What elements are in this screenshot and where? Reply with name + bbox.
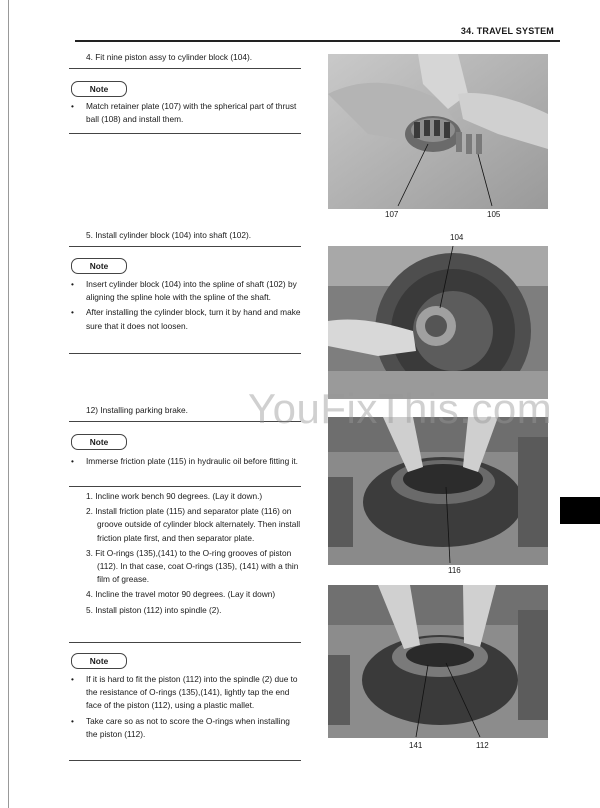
note-badge: Note bbox=[71, 258, 127, 274]
note-list bbox=[69, 278, 301, 335]
note-list bbox=[69, 455, 301, 470]
note-list bbox=[69, 100, 301, 128]
section-header-title: 34. TRAVEL SYSTEM bbox=[460, 26, 554, 36]
divider bbox=[69, 133, 301, 134]
callout-label: 105 bbox=[487, 210, 501, 219]
friction-plate-photo bbox=[328, 417, 548, 565]
header-rule bbox=[75, 40, 560, 42]
divider bbox=[69, 642, 301, 643]
step-5-text: 5. Install cylinder block (104) into shaft (102). bbox=[86, 230, 252, 240]
note-item: • Match retainer plate (107) with the spherical part of thrust ball (108) and install them. bbox=[69, 100, 301, 126]
divider bbox=[69, 68, 301, 69]
callout-label: 104 bbox=[450, 233, 464, 242]
piston-assy-photo bbox=[328, 54, 548, 209]
watermark-text: YouFixThis.com bbox=[248, 385, 553, 432]
piston-install-photo bbox=[328, 585, 548, 738]
procedure-step: 3. Fit O-rings (135),(141) to the O-ring grooves of piston (112). In that case, coat O-rings (135), (141) with a thin film of grease. bbox=[86, 547, 299, 585]
divider bbox=[69, 353, 301, 354]
callout-label: 112 bbox=[476, 741, 489, 750]
note-item: • Immerse friction plate (115) in hydraulic oil before fitting it. bbox=[69, 455, 301, 468]
section-tab-marker bbox=[560, 497, 600, 524]
divider bbox=[69, 246, 301, 247]
note-item: • After installing the cylinder block, turn it by hand and make sure that it does not loosen. bbox=[69, 306, 301, 332]
callout-label: 107 bbox=[385, 210, 399, 219]
procedure-step: 5. Install piston (112) into spindle (2). bbox=[86, 604, 222, 615]
note-badge: Note bbox=[71, 653, 127, 669]
cylinder-block-photo bbox=[328, 246, 548, 399]
procedure-step: 2. Install friction plate (115) and separator plate (116) on groove outside of cylinder block alternately. Then install friction plate first, and then separator plate. bbox=[86, 506, 301, 543]
procedure-step: 4. Incline the travel motor 90 degrees. (Lay it down) bbox=[86, 589, 276, 600]
page-left-border bbox=[8, 0, 9, 808]
note-list bbox=[69, 673, 301, 743]
step-4-text: 4. Fit nine piston assy to cylinder block (104). bbox=[86, 52, 253, 62]
parking-brake-heading: 12) Installing parking brake. bbox=[86, 405, 188, 415]
callout-label: 141 bbox=[409, 741, 423, 750]
note-item: • Insert cylinder block (104) into the spline of shaft (102) by aligning the spline hole with the spline of the shaft. bbox=[69, 278, 301, 304]
procedure-list bbox=[86, 490, 304, 619]
procedure-step: 1. Incline work bench 90 degrees. (Lay it down.) bbox=[86, 491, 263, 501]
divider bbox=[69, 486, 301, 487]
note-item: • If it is hard to fit the piston (112) into the spindle (2) due to the resistance of O-rings (135),(141), lightly tap the end face of the piston (112), using a plastic mallet. bbox=[69, 673, 301, 713]
note-badge: Note bbox=[71, 81, 127, 97]
divider bbox=[69, 760, 301, 761]
note-item: • Take care so as not to score the O-rings when installing the piston (112). bbox=[69, 715, 301, 741]
callout-label: 116 bbox=[448, 566, 461, 575]
note-badge: Note bbox=[71, 434, 127, 450]
